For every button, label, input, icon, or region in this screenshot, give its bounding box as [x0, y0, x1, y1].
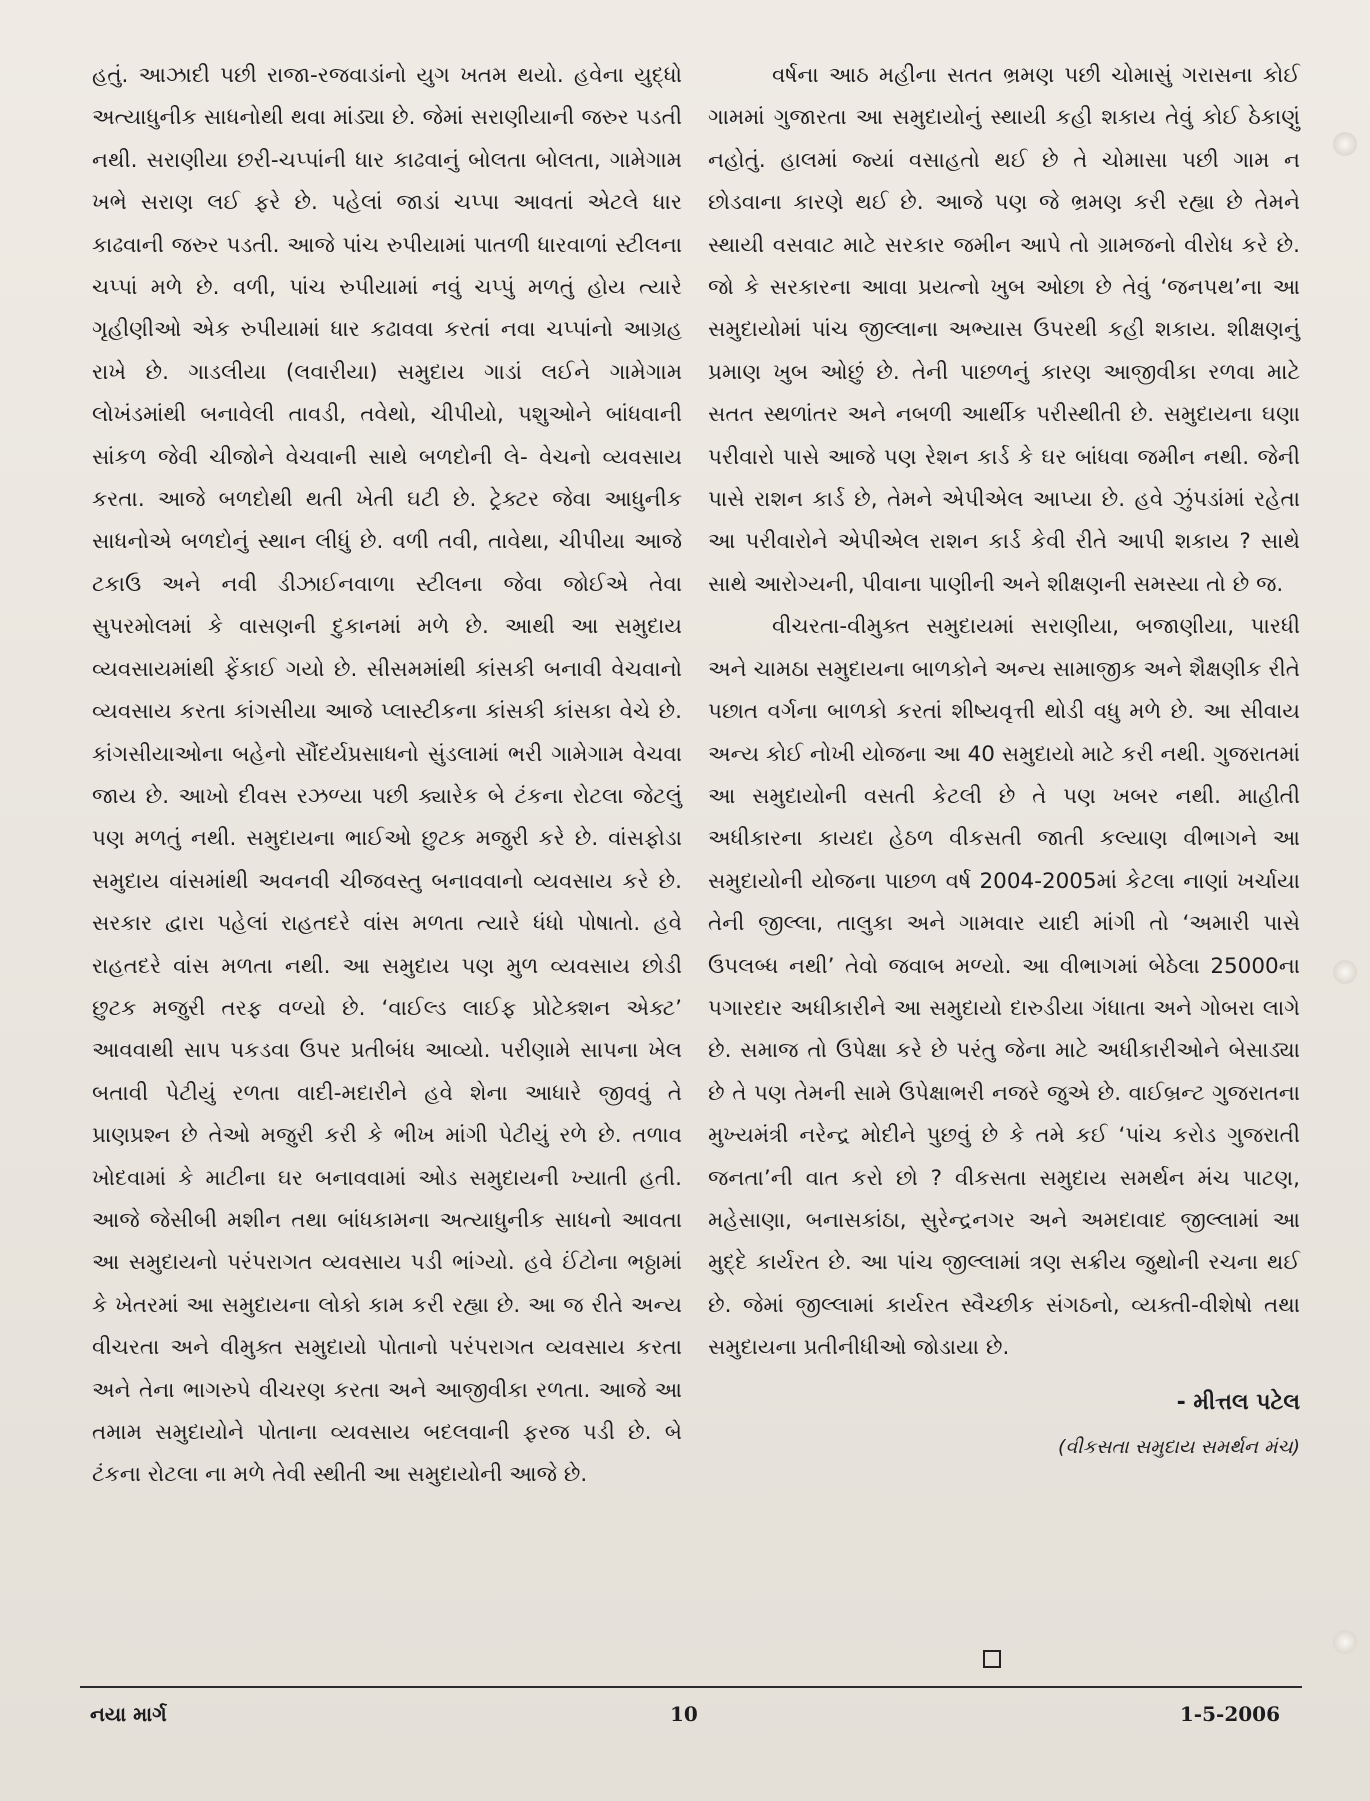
binder-hole-icon [1333, 1630, 1357, 1654]
author-organization: (વીકસતા સમુદાય સમર્થન મંચ) [1057, 1436, 1300, 1458]
footer-date: 1-5-2006 [1179, 1702, 1280, 1726]
binder-hole-icon [1333, 132, 1357, 156]
footer-page-number: 10 [670, 1702, 698, 1726]
left-column [92, 55, 682, 1497]
binder-hole-icon [1333, 960, 1357, 984]
left-paragraph-1: હતું. આઝાદી પછી રાજા-રજવાડાંનો યુગ ખતમ થયો. હવેના યુદ્ધો અત્યાધુનીક સાધનોથી થવા માંડ્યા છે. જેમાં સરાણીયાની જરુર પડતી નથી. સરાણીયા છરી-ચપ્પાંની ધાર કાઢવાનું બોલતા બોલતા, ગામેગામ ખભે સરાણ લઈ ફરે છે. પહેલાં જાડાં ચપ્પા આવતાં એટલે ધાર કાઢવાની જરુર પડતી. આજે પાંચ રુપીયામાં પાતળી ધારવાળાં સ્ટીલના ચપ્પાં મળે છે. વળી, પાંચ રુપીયામાં નવું ચપ્પું મળતું હોય ત્યારે ગૃહીણીઓ એક રુપીયામાં ધાર કઢાવવા કરતાં નવા ચપ્પાંનો આગ્રહ રાખે છે. ગાડલીયા (લવારીયા) સમુદાય ગાડાં લઈને ગામેગામ લોખંડમાંથી બનાવેલી તાવડી, તવેથો, ચીપીયો, પશુઓને બાંધવાની સાંકળ જેવી ચીજોને વેચવાની સાથે બળદોની લે- વેચનો વ્યવસાય કરતા. આજે બળદોથી થતી ખેતી ઘટી છે. ટ્રેક્ટર જેવા આધુનીક સાધનોએ બળદોનું સ્થાન લીધું છે. વળી તવી, તાવેથા, ચીપીયા આજે ટકાઉ અને નવી ડીઝાઈનવાળા સ્ટીલના જેવા જોઈએ તેવા સુપરમોલમાં કે વાસણની દુકાનમાં મળે છે. આથી આ સમુદાય વ્યવસાયમાંથી ફેંકાઈ ગયો છે. સીસમમાંથી કાંસકી બનાવી વેચવાનો વ્યવસાય કરતા કાંગસીયા આજે પ્લાસ્ટીકના કાંસકી કાંસકા વેચે છે. કાંગસીયાઓના બહેનો સૌંદર્યપ્રસાધનો સુંડલામાં ભરી ગામેગામ વેચવા જાય છે. આખો દીવસ રઝળ્યા પછી ક્યારેક બે ટંકના રોટલા જેટલું પણ મળતું નથી. સમુદાયના ભાઈઓ છુટક મજુરી કરે છે. વાંસફોડા સમુદાય વાંસમાંથી અવનવી ચીજવસ્તુ બનાવવાનો વ્યવસાય કરે છે. સરકાર દ્વારા પહેલાં રાહતદરે વાંસ મળતા ત્યારે ધંધો પોષાતો. હવે રાહતદરે વાંસ મળતા નથી. આ સમુદાય પણ મુળ વ્યવસાય છોડી છુટક મજુરી તરફ વળ્યો છે. ‘વાઈલ્ડ લાઈફ પ્રોટેક્શન એક્ટ’ આવવાથી સાપ પકડવા ઉપર પ્રતીબંધ આવ્યો. પરીણામે સાપના ખેલ બતાવી પેટીયું રળતા વાદી-મદારીને હવે શેના આધારે જીવવું તે પ્રાણપ્રશ્ન છે તેઓ મજુરી કરી કે ભીખ માંગી પેટીયું રળે છે. તળાવ ખોદવામાં કે માટીના ઘર બનાવવામાં ઓડ સમુદાયની ખ્યાતી હતી. આજે જેસીબી મશીન તથા બાંધકામના અત્યાધુનીક સાધનો આવતા આ સમુદાયનો પરંપરાગત વ્યવસાય પડી ભાંગ્યો. હવે ઈંટોના ભઠ્ઠામાં કે ખેતરમાં આ સમુદાયના લોકો કામ કરી રહ્યા છે. આ જ રીતે અન્ય વીચરતા અને વીમુક્ત સમુદાયો પોતાનો પરંપરાગત વ્યવસાય કરતા અને તેના ભાગરુપે વીચરણ કરતા અને આજીવીકા રળતા. આજે આ તમામ સમુદાયોને પોતાના વ્યવસાય બદલવાની ફરજ પડી છે. બે ટંકના રોટલા ના મળે તેવી સ્થીતી આ સમુદાયોની આજે છે. [92, 63, 682, 1488]
right-column [708, 55, 1300, 1468]
footer-divider [80, 1686, 1302, 1688]
end-of-article-square-icon [983, 1650, 1001, 1668]
right-paragraph-2: વીચરતા-વીમુક્ત સમુદાયમાં સરાણીયા, બજાણીયા, પારધી અને ચામઠા સમુદાયના બાળકોને અન્ય સામાજીક અને શૈક્ષણીક રીતે પછાત વર્ગના બાળકો કરતાં શીષ્યવૃત્તી થોડી વધુ મળે છે. આ સીવાય અન્ય કોઈ નોખી યોજના આ 40 સમુદાયો માટે કરી નથી. ગુજરાતમાં આ સમુદાયોની વસતી કેટલી છે તે પણ ખબર નથી. માહીતી અધીકારના કાયદા હેઠળ વીકસતી જાતી કલ્યાણ વીભાગને આ સમુદાયોની યોજના પાછળ વર્ષ 2004-2005માં કેટલા નાણાં ખર્ચાયા તેની જીલ્લા, તાલુકા અને ગામવાર યાદી માંગી તો ‘અમારી પાસે ઉપલબ્ધ નથી’ તેવો જવાબ મળ્યો. આ વીભાગમાં બેઠેલા 25000ના પગારદાર અધીકારીને આ સમુદાયો દારુડીયા ગંધાતા અને ગોબરા લાગે છે. સમાજ તો ઉપેક્ષા કરે છે પરંતુ જેના માટે અધીકારીઓને બેસાડ્યા છે તે પણ તેમની સામે ઉપેક્ષાભરી નજરે જુએ છે. વાઈબ્રન્ટ ગુજરાતના મુખ્યમંત્રી નરેન્દ્ર મોદીને પુછવું છે કે તમે કઈ ‘પાંચ કરોડ ગુજરાતી જનતા’ની વાત કરો છો ? વીકસતા સમુદાય સમર્થન મંચ પાટણ, મહેસાણા, બનાસકાંઠા, સુરેન્દ્રનગર અને અમદાવાદ જીલ્લામાં આ મુદ્દે કાર્યરત છે. આ પાંચ જીલ્લામાં ત્રણ સક્રીય જુથોની રચના થઈ છે. જેમાં જીલ્લામાં કાર્યરત સ્વૈચ્છીક સંગઠનો, વ્યક્તી-વીશેષો તથા સમુદાયના પ્રતીનીધીઓ જોડાયા છે. [708, 614, 1300, 1361]
right-paragraph-1: વર્ષના આઠ મહીના સતત ભ્રમણ પછી ચોમાસું ગરાસના કોઈ ગામમાં ગુજારતા આ સમુદાયોનું સ્થાયી કહી શકાય તેવું કોઈ ઠેકાણું નહોતું. હાલમાં જ્યાં વસાહતો થઈ છે તે ચોમાસા પછી ગામ ન છોડવાના કારણે થઈ છે. આજે પણ જે ભ્રમણ કરી રહ્યા છે તેમને સ્થાયી વસવાટ માટે સરકાર જમીન આપે તો ગ્રામજનો વીરોધ કરે છે. જો કે સરકારના આવા પ્રયત્નો ખુબ ઓછા છે તેવું ‘જનપથ’ના આ સમુદાયોમાં પાંચ જીલ્લાના અભ્યાસ ઉપરથી કહી શકાય. શીક્ષણનું પ્રમાણ ખુબ ઓછું છે. તેની પાછળનું કારણ આજીવીકા રળવા માટે સતત સ્થળાંતર અને નબળી આર્થીક પરીસ્થીતી છે. સમુદાયના ઘણા પરીવારો પાસે આજે પણ રેશન કાર્ડ કે ઘર બાંધવા જમીન નથી. જેની પાસે રાશન કાર્ડ છે, તેમને એપીએલ આપ્યા છે. હવે ઝુંપડાંમાં રહેતા આ પરીવારોને એપીએલ રાશન કાર્ડ કેવી રીતે આપી શકાય ? સાથે સાથે આરોગ્યની, પીવાના પાણીની અને શીક્ષણની સમસ્યા તો છે જ. [708, 63, 1300, 597]
footer-publication: નયા માર્ગ [90, 1702, 167, 1726]
author-signature: - મીત્તલ પટેલ [1176, 1389, 1300, 1415]
